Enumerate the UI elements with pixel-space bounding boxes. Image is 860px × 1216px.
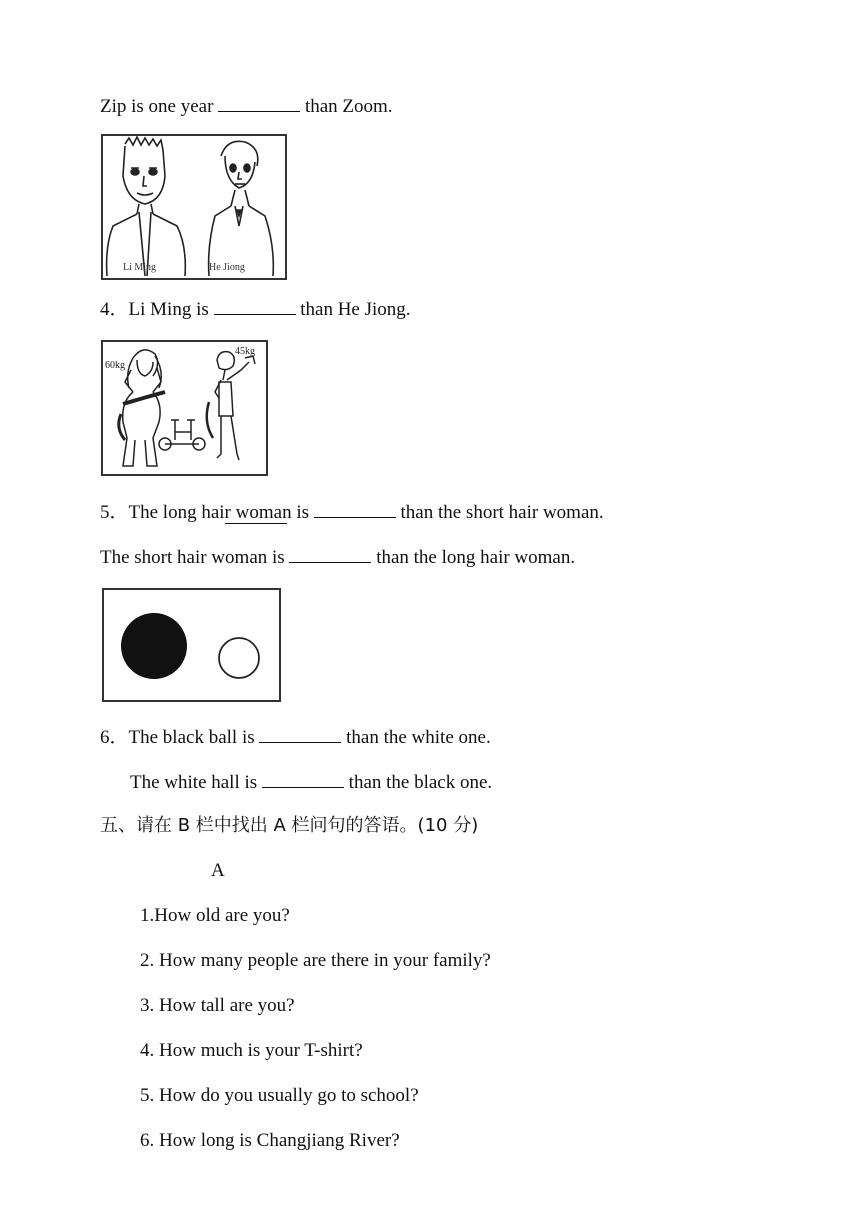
q5-line2-after: than the long hair woman. [371, 547, 576, 568]
black-ball [121, 613, 187, 679]
q5-text-before-b: n is [282, 502, 314, 523]
q4-text-after: than He Jiong. [295, 299, 411, 320]
q3-sentence [100, 93, 393, 119]
question-6: 6. How long is Changjiang River? [140, 1130, 400, 1151]
q3-text-before: Zip is one year [100, 96, 219, 117]
right-weight-label: 45kg [235, 346, 255, 357]
question-1: 1.How old are you? [140, 905, 290, 926]
q4-answer-blank[interactable] [214, 296, 296, 315]
q4-sentence [100, 296, 411, 322]
question-3: 3. How tall are you? [140, 995, 295, 1016]
weights-drawing [103, 342, 266, 474]
question-5: 5. How do you usually go to school? [140, 1085, 419, 1106]
he-jiong-caption: He Jiong [209, 262, 245, 273]
men-picture [101, 134, 287, 280]
q3-text-after: than Zoom. [300, 96, 393, 117]
q5-number: 5． [100, 502, 129, 523]
q5-text-after: than the short hair woman. [395, 502, 604, 523]
li-ming-caption: Li Ming [123, 262, 157, 273]
q6-text-after: than the white one. [341, 727, 491, 748]
q5-line2-before: The short hair woman is [100, 547, 290, 568]
column-a-heading: A [211, 860, 225, 881]
q6-sentence [100, 724, 491, 750]
q4-number: 4． [100, 299, 129, 320]
left-weight-label: 60kg [105, 360, 125, 371]
q5-underlined-fragment: r woma [225, 502, 283, 523]
q6-line2-after: than the black one. [343, 772, 493, 793]
q6-answer-blank-2[interactable] [262, 769, 344, 788]
balls-picture [102, 588, 281, 702]
q5-text-before-a: The long hai [128, 502, 225, 523]
question-4: 4. How much is your T-shirt? [140, 1040, 363, 1061]
question-2: 2. How many people are there in your family? [140, 950, 491, 971]
q6-line2-before: The white hall is [130, 772, 262, 793]
q3-answer-blank[interactable] [218, 93, 300, 112]
q6-number: 6． [100, 727, 129, 748]
white-ball [219, 638, 259, 678]
q5-sentence [100, 499, 604, 525]
balls-drawing [104, 590, 279, 700]
q6-sentence-2 [130, 769, 492, 795]
q6-text-before: The black ball is [128, 727, 260, 748]
q4-text-before: Li Ming is [128, 299, 214, 320]
q5-answer-blank-2[interactable] [289, 544, 371, 563]
q6-answer-blank-1[interactable] [259, 724, 341, 743]
men-drawing [103, 136, 285, 278]
weights-picture [101, 340, 268, 476]
section5-title: 五、请在 B 栏中找出 A 栏问句的答语。(10 分) [100, 815, 479, 836]
q5-answer-blank-1[interactable] [314, 499, 396, 518]
q5-sentence-2 [100, 544, 575, 570]
